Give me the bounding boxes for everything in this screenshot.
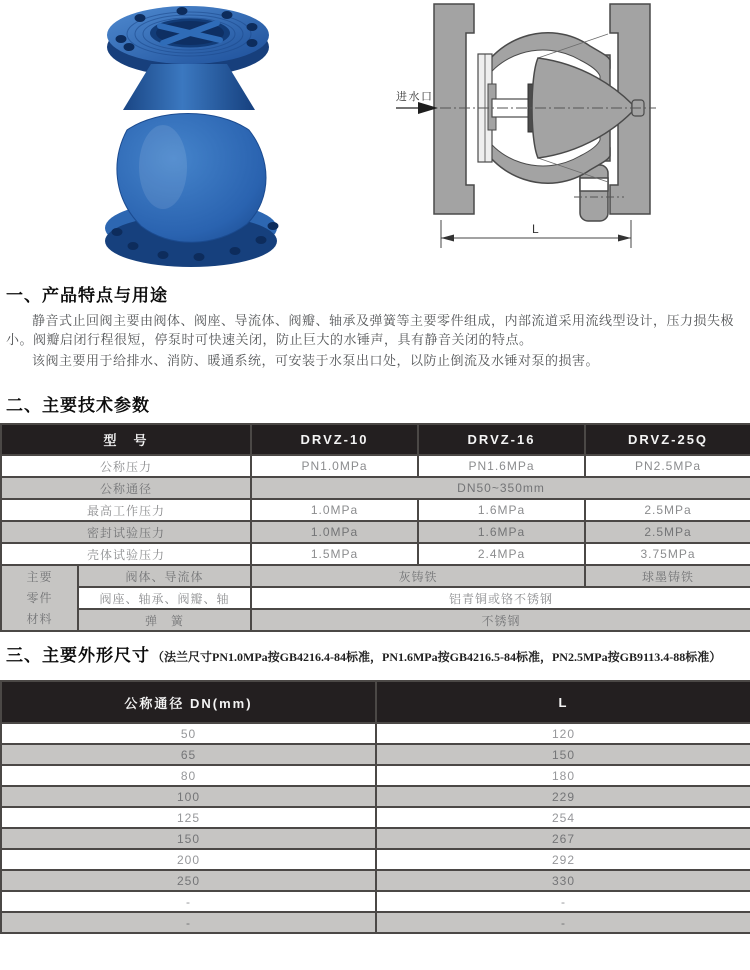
- materials-group-label: [1, 565, 78, 631]
- dn-value: 50: [1, 723, 376, 744]
- l-value: 267: [376, 828, 750, 849]
- group-label-line: 零件: [26, 590, 53, 605]
- cell-value: 1.6MPa: [418, 521, 585, 543]
- tech-row-material-seat: [1, 587, 750, 609]
- cell-value: 球墨铸铁: [585, 565, 750, 587]
- dim-arrow-left-icon: [441, 235, 454, 242]
- dn-value: 80: [1, 765, 376, 786]
- dims-header-l: L: [376, 681, 750, 723]
- drawing-inlet-annotation: [396, 89, 438, 114]
- dims-row: [1, 849, 750, 870]
- row-label: 密封试验压力: [1, 521, 251, 543]
- dims-row: [1, 807, 750, 828]
- section-1-heading: 一、产品特点与用途: [6, 286, 168, 305]
- dimension-label: L: [532, 222, 539, 236]
- valve-photo: [103, 2, 283, 268]
- dn-value: 125: [1, 807, 376, 828]
- cell-value: 铝青铜或铬不锈钢: [251, 587, 750, 609]
- cell-value: PN1.0MPa: [251, 455, 418, 477]
- cell-value: 2.4MPa: [418, 543, 585, 565]
- dims-row: [1, 786, 750, 807]
- dims-row: [1, 912, 750, 933]
- l-value: -: [376, 912, 750, 933]
- cell-value: 2.5MPa: [585, 521, 750, 543]
- row-label: 壳体试验压力: [1, 543, 251, 565]
- row-label: 最高工作压力: [1, 499, 251, 521]
- dn-value: -: [1, 891, 376, 912]
- tech-header-drvz25q: DRVZ-25Q: [585, 424, 750, 455]
- cell-value: 1.0MPa: [251, 499, 418, 521]
- group-label-line: 主要: [26, 569, 53, 584]
- cell-value: 1.0MPa: [251, 521, 418, 543]
- cell-value: 3.75MPa: [585, 543, 750, 565]
- tech-row-nominal-pressure: [1, 455, 750, 477]
- tech-header-model: 型 号: [1, 424, 251, 455]
- section-3-heading: [6, 646, 750, 667]
- tech-row-nominal-diameter: [1, 477, 750, 499]
- tech-header-row: [1, 424, 750, 455]
- inlet-label: 进水口: [396, 91, 434, 103]
- dims-row: [1, 891, 750, 912]
- row-label: 公称压力: [1, 455, 251, 477]
- group-label-line: 材料: [26, 611, 53, 626]
- row-label: 阀座、轴承、阀瓣、轴: [78, 587, 251, 609]
- dn-value: 200: [1, 849, 376, 870]
- dims-header-dn: 公称通径 DN(mm): [1, 681, 376, 723]
- cell-value: DN50~350mm: [251, 477, 750, 499]
- l-value: 150: [376, 744, 750, 765]
- cell-value: 1.5MPa: [251, 543, 418, 565]
- dims-row: [1, 723, 750, 744]
- tech-params-table: [0, 423, 750, 632]
- dims-row: [1, 765, 750, 786]
- features-paragraph-2: 该阀主要用于给排水、消防、暖通系统，可安装于水泵出口处，以防止倒流及水锤对泵的损害。: [32, 353, 600, 368]
- dn-value: -: [1, 912, 376, 933]
- l-value: 292: [376, 849, 750, 870]
- row-label: 弹 簧: [78, 609, 251, 631]
- l-value: 180: [376, 765, 750, 786]
- tech-row-seal-test-pressure: [1, 521, 750, 543]
- photo-body-barrel: [117, 114, 266, 243]
- dimensions-table: [0, 680, 750, 934]
- product-media-row: [0, 0, 750, 270]
- cell-value: 1.6MPa: [418, 499, 585, 521]
- features-paragraph-1: 静音式止回阀主要由阀体、阀座、导流体、阀瓣、轴承及弹簧等主要零件组成，内部流道采用流线型设计，压力损失极小。阀瓣启闭行程很短，停泵时可快速关闭，防止巨大的水锤声，具有静音关闭的特点。: [6, 313, 735, 347]
- photo-body-highlight: [139, 125, 187, 209]
- dn-value: 250: [1, 870, 376, 891]
- tech-header-drvz10: DRVZ-10: [251, 424, 418, 455]
- l-value: 254: [376, 807, 750, 828]
- l-value: -: [376, 891, 750, 912]
- tech-row-material-body: [1, 565, 750, 587]
- l-value: 229: [376, 786, 750, 807]
- l-value: 120: [376, 723, 750, 744]
- section-3-title: 三、主要外形尺寸: [6, 646, 150, 665]
- dim-arrow-right-icon: [618, 235, 631, 242]
- tech-row-shell-test-pressure: [1, 543, 750, 565]
- dims-row: [1, 828, 750, 849]
- valve-section-drawing: [388, 0, 748, 260]
- dn-value: 65: [1, 744, 376, 765]
- row-label: 阀体、导流体: [78, 565, 251, 587]
- tech-row-max-working-pressure: [1, 499, 750, 521]
- l-value: 330: [376, 870, 750, 891]
- drawing-left-flange: [434, 4, 474, 214]
- cell-value: 灰铸铁: [251, 565, 585, 587]
- cell-value: PN2.5MPa: [585, 455, 750, 477]
- dims-row: [1, 744, 750, 765]
- tech-row-material-spring: [1, 609, 750, 631]
- tech-header-drvz16: DRVZ-16: [418, 424, 585, 455]
- section-2-heading: 二、主要技术参数: [6, 396, 150, 415]
- cell-value: PN1.6MPa: [418, 455, 585, 477]
- cell-value: 不锈钢: [251, 609, 750, 631]
- dims-header-row: [1, 681, 750, 723]
- dims-row: [1, 870, 750, 891]
- cell-value: 2.5MPa: [585, 499, 750, 521]
- section-3-note: （法兰尺寸PN1.0MPa按GB4216.4-84标准，PN1.6MPa按GB4216.5-84标准，PN2.5MPa按GB9113.4-88标准）: [152, 650, 722, 664]
- row-label: 公称通径: [1, 477, 251, 499]
- dn-value: 100: [1, 786, 376, 807]
- dn-value: 150: [1, 828, 376, 849]
